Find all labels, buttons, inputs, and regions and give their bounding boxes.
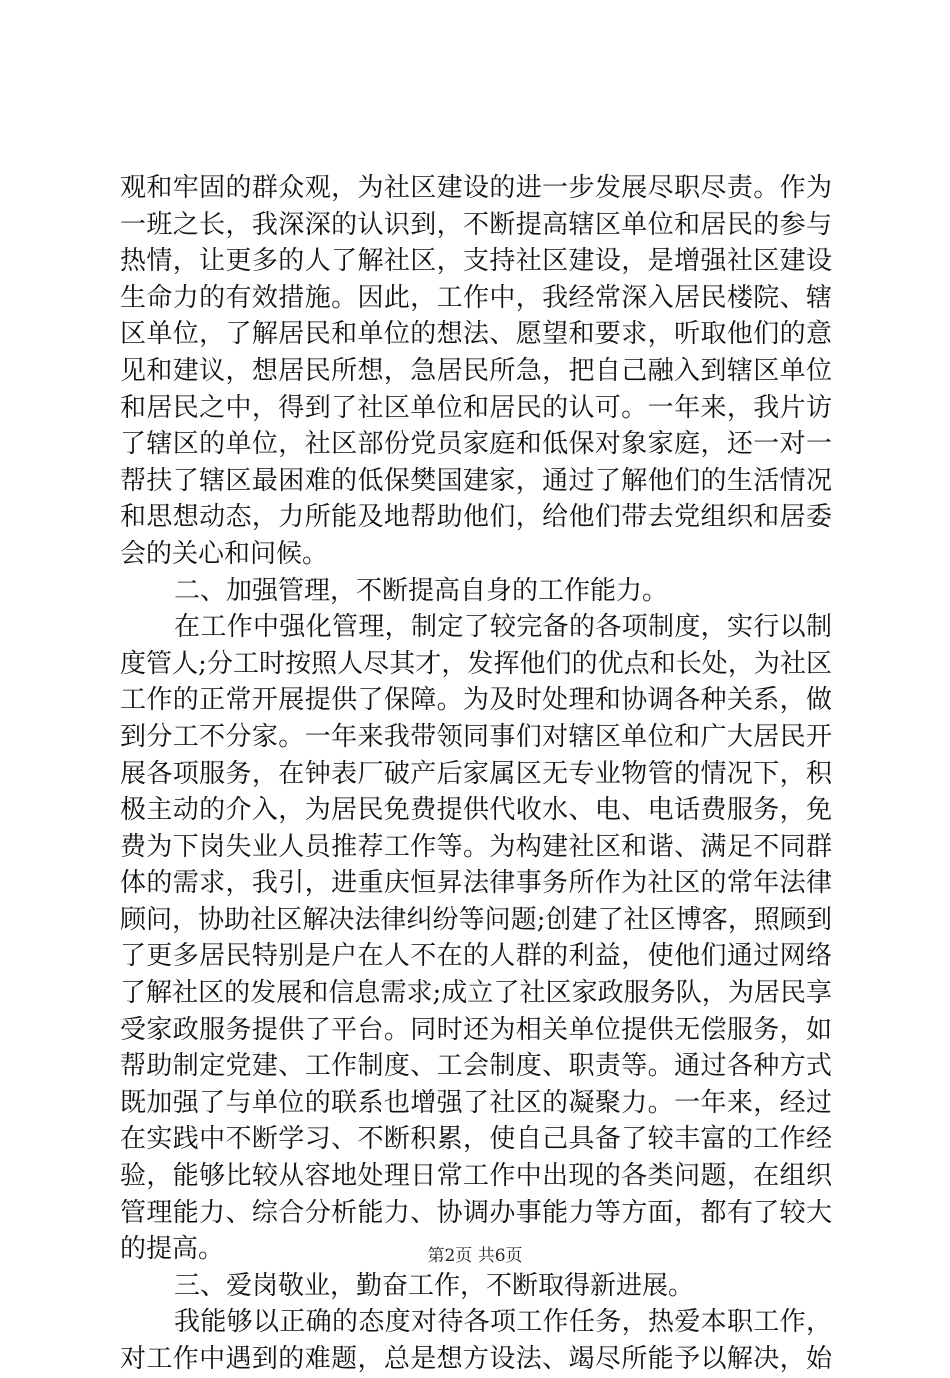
text-line: 对工作中遇到的难题，总是想方设法、竭尽所能予以解决，始 xyxy=(120,1344,832,1374)
text-line: 受家政服务提供了平台。同时还为相关单位提供无偿服务，如 xyxy=(120,1014,832,1045)
text-line: 和思想动态，力所能及地帮助他们，给他们带去党组织和居委 xyxy=(120,502,832,533)
page-footer: 第2页 共6页 xyxy=(427,1246,523,1266)
text-line: 见和建议，想居民所想，急居民所急，把自己融入到辖区单位 xyxy=(120,355,832,386)
text-line: 在实践中不断学习、不断积累，使自己具备了较丰富的工作经 xyxy=(120,1124,832,1155)
text-line: 顾问，协助社区解决法律纠纷等问题;创建了社区博客，照顾到 xyxy=(120,904,832,935)
section-heading-2: 二、加强管理，不断提高自身的工作能力。 xyxy=(174,575,669,606)
text-line: 观和牢固的群众观，为社区建设的进一步发展尽职尽责。作为 xyxy=(120,173,832,203)
text-line: 验，能够比较从容地处理日常工作中出现的各类问题，在组织 xyxy=(120,1161,832,1192)
text-line: 管理能力、综合分析能力、协调办事能力等方面，都有了较大 xyxy=(120,1197,832,1228)
text-line: 会的关心和问候。 xyxy=(120,538,329,569)
section-heading-3: 三、爱岗敬业，勤奋工作，不断取得新进展。 xyxy=(174,1270,695,1301)
text-line: 既加强了与单位的联系也增强了社区的凝聚力。一年来，经过 xyxy=(120,1087,832,1118)
text-line: 体的需求，我引，进重庆恒昇法律事务所作为社区的常年法律 xyxy=(120,868,832,899)
text-line: 的提高。 xyxy=(120,1234,225,1265)
text-line: 帮助制定党建、工作制度、工会制度、职责等。通过各种方式 xyxy=(120,1051,832,1082)
text-line: 极主动的介入，为居民免费提供代收水、电、电话费服务，免 xyxy=(120,795,832,826)
text-line: 和居民之中，得到了社区单位和居民的认可。一年来，我片访 xyxy=(120,392,832,423)
text-line: 热情，让更多的人了解社区，支持社区建设，是增强社区建设 xyxy=(120,246,832,277)
text-line: 费为下岗失业人员推荐工作等。为构建社区和谐、满足不同群 xyxy=(120,831,832,862)
text-line: 了辖区的单位，社区部份党员家庭和低保对象家庭，还一对一 xyxy=(120,429,832,460)
text-line: 了解社区的发展和信息需求;成立了社区家政服务队，为居民享 xyxy=(120,978,832,1009)
text-line: 帮扶了辖区最困难的低保樊国建家，通过了解他们的生活情况 xyxy=(120,465,832,496)
text-line: 一班之长，我深深的认识到，不断提高辖区单位和居民的参与 xyxy=(120,209,832,240)
text-line: 生命力的有效措施。因此，工作中，我经常深入居民楼院、辖 xyxy=(120,282,832,313)
text-line: 我能够以正确的态度对待各项工作任务，热爱本职工作， xyxy=(174,1307,832,1338)
text-line: 了更多居民特别是户在人不在的人群的利益，使他们通过网络 xyxy=(120,941,832,972)
text-line: 在工作中强化管理，制定了较完备的各项制度，实行以制 xyxy=(174,612,832,643)
text-line: 展各项服务，在钟表厂破产后家属区无专业物管的情况下，积 xyxy=(120,758,832,789)
body-text xyxy=(120,170,832,1378)
text-line: 区单位，了解居民和单位的想法、愿望和要求，听取他们的意 xyxy=(120,319,832,350)
text-line: 度管人;分工时按照人尽其才，发挥他们的优点和长处，为社区 xyxy=(120,648,832,679)
text-line: 到分工不分家。一年来我带领同事们对辖区单位和广大居民开 xyxy=(120,721,832,752)
text-line: 工作的正常开展提供了保障。为及时处理和协调各种关系，做 xyxy=(120,685,832,716)
